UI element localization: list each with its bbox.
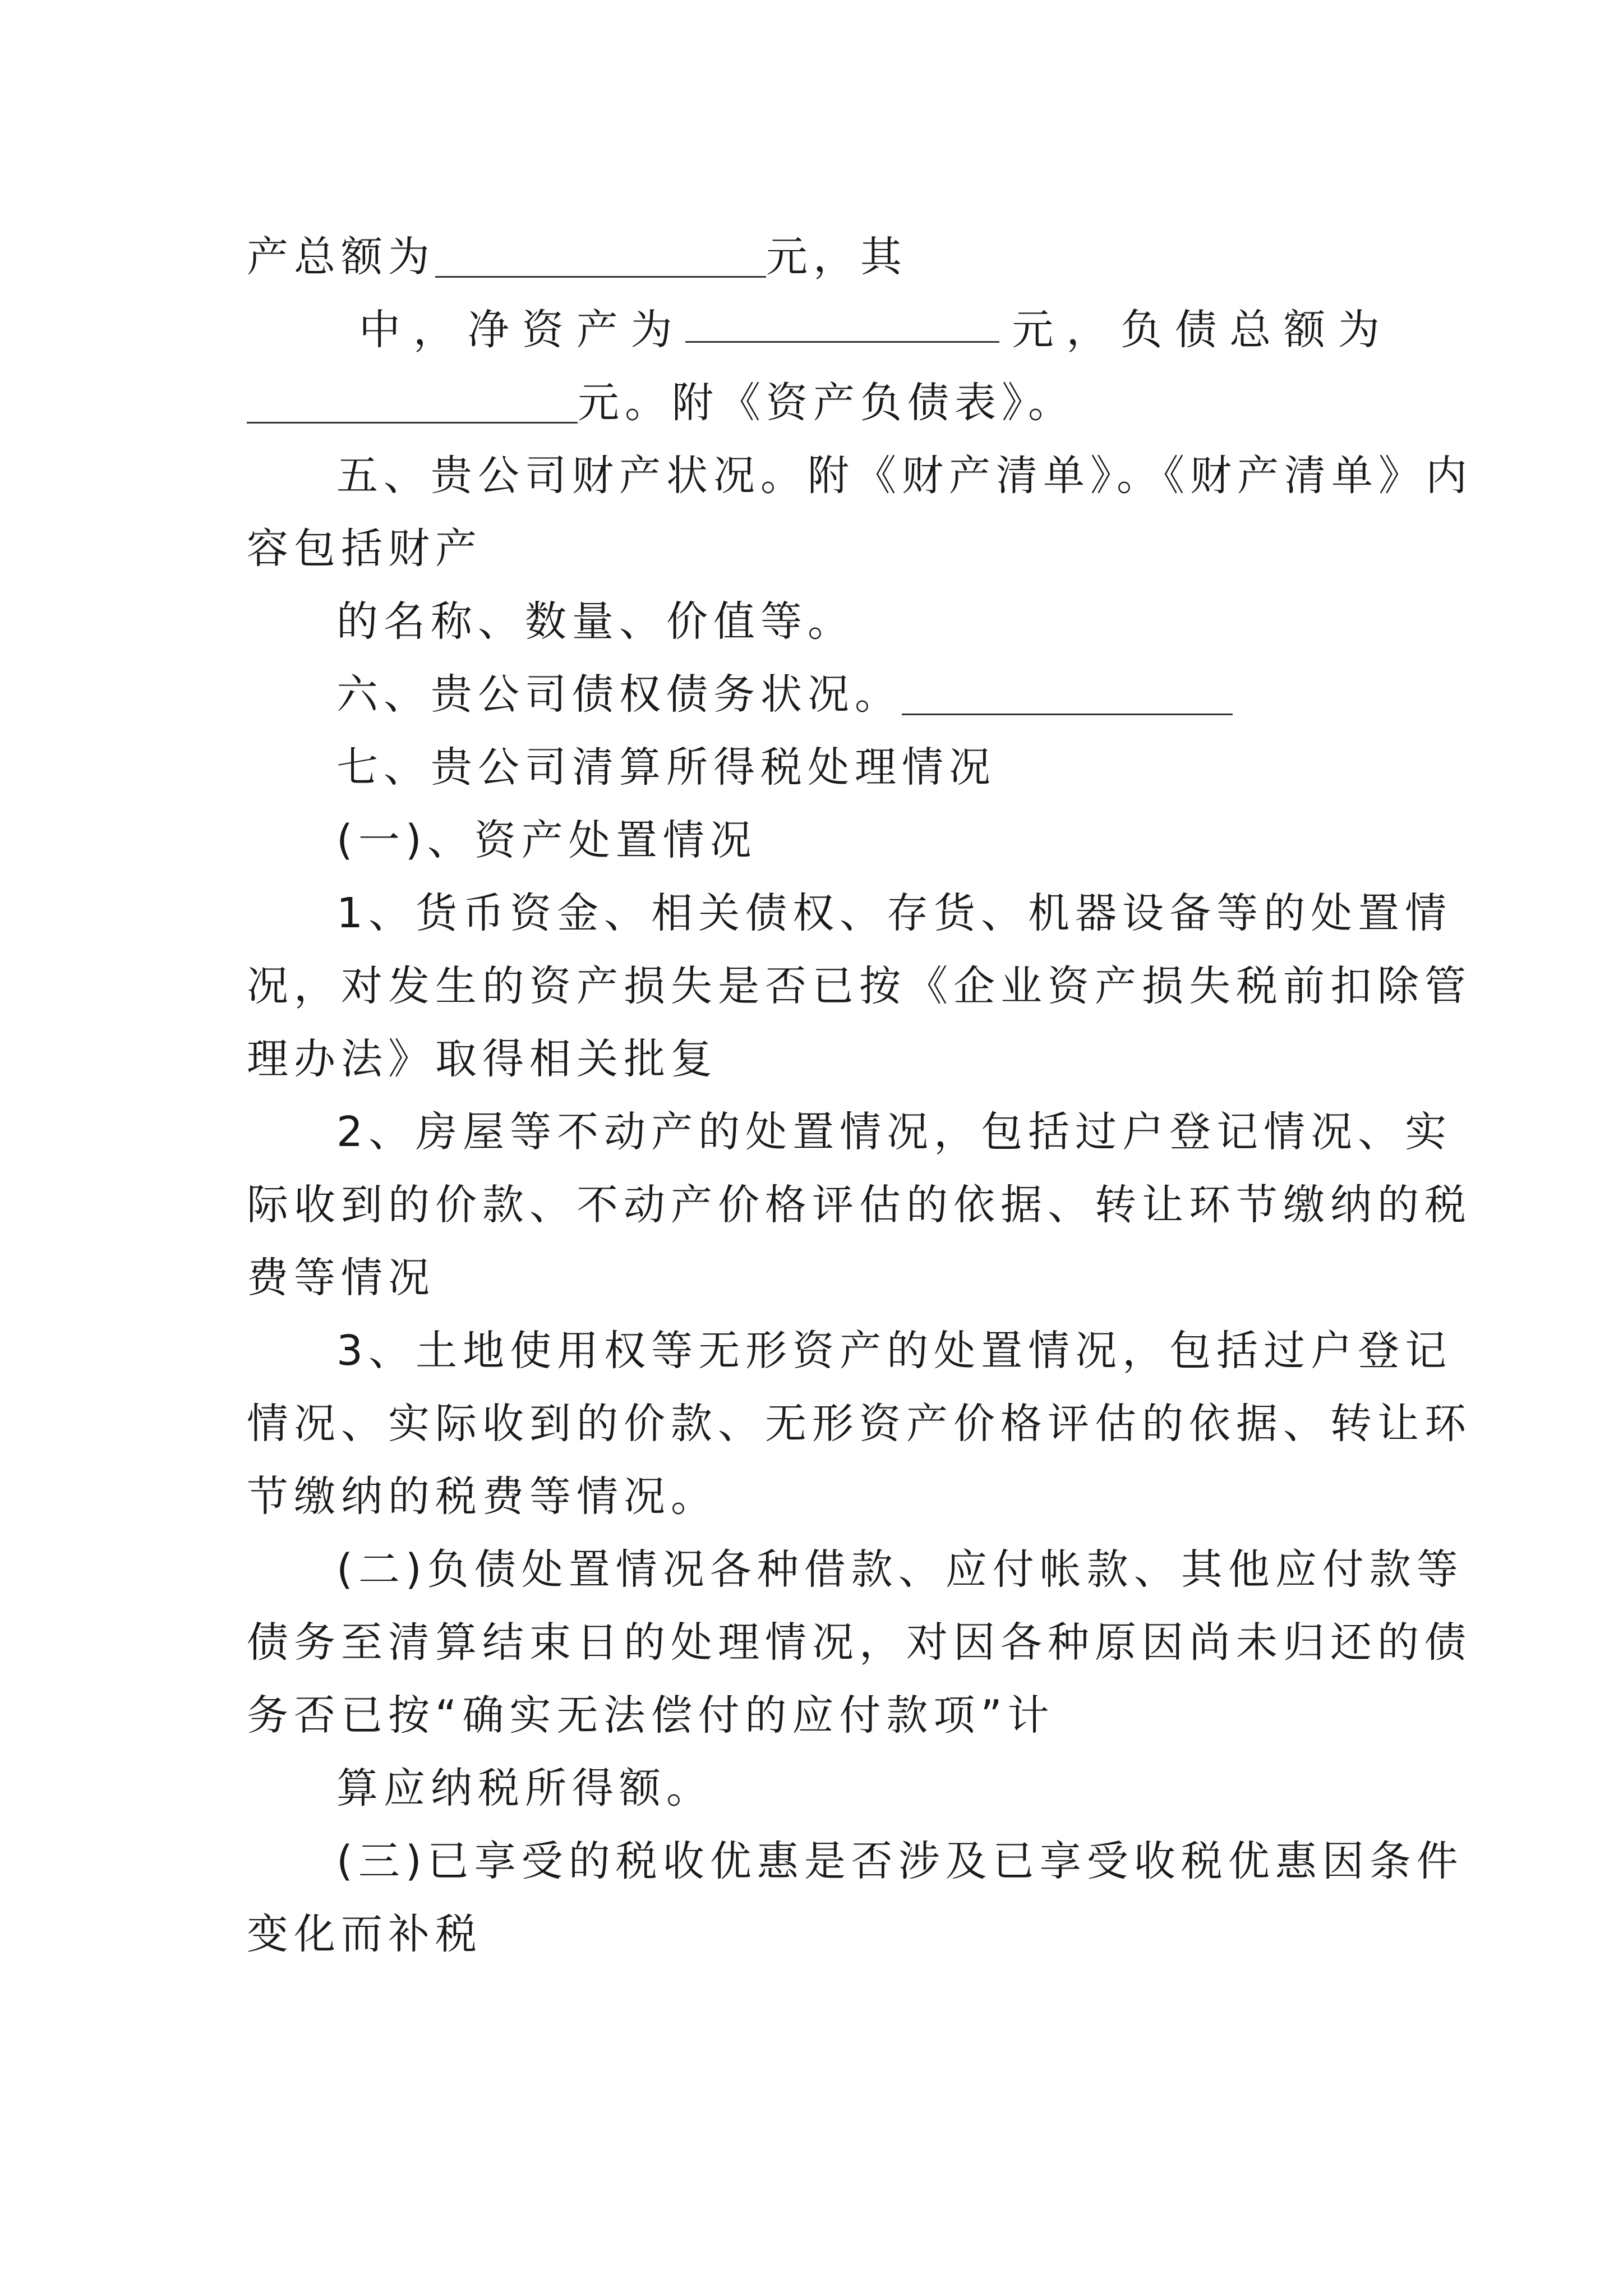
line-4: 五、贵公司财产状况。附《财产清单》。《财产清单》内: [336, 452, 1473, 500]
line-5: 容包括财产: [247, 524, 482, 573]
line-6: 的名称、数量、价值等。: [336, 597, 855, 646]
line-12: 理办法》取得相关批复: [247, 1035, 718, 1083]
line-24: 变化而补税: [247, 1910, 482, 1958]
line-8: 七、贵公司清算所得税处理情况: [336, 743, 996, 792]
line-9: (一)、资产处置情况: [336, 816, 757, 864]
blank-field[interactable]: [902, 674, 1233, 715]
line-2: 中 ， 净 资 产 为 元 ， 负 债 总 额 为: [359, 302, 1380, 358]
line-22: 算应纳税所得额。: [336, 1764, 713, 1812]
line-18: 节缴纳的税费等情况。: [247, 1473, 718, 1521]
line-17: 情况、实际收到的价款、无形资产价格评估的依据、转让环: [247, 1400, 1472, 1448]
line-13: 2、房屋等不动产的处置情况，包括过户登记情况、实: [336, 1108, 1453, 1156]
line-16: 3、土地使用权等无形资产的处置情况，包括过户登记: [336, 1327, 1453, 1375]
blank-field[interactable]: [247, 383, 578, 424]
line-11: 况，对发生的资产损失是否已按《企业资产损失税前扣除管: [247, 962, 1472, 1010]
line-23: (三)已享受的税收优惠是否涉及已享受收税优惠因条件: [336, 1837, 1464, 1885]
line-15: 费等情况: [247, 1254, 435, 1302]
line-3: 元。附《资产负债表》。: [247, 375, 1391, 431]
line-20: 债务至清算结束日的处理情况，对因各种原因尚未归还的债: [247, 1618, 1472, 1667]
blank-field[interactable]: [435, 237, 766, 278]
line-19: (二)负债处置情况各种借款、应付帐款、其他应付款等: [336, 1545, 1464, 1594]
line-21: 务否已按“确实无法偿付的应付款项”计: [247, 1691, 1055, 1740]
line-10: 1、货币资金、相关债权、存货、机器设备等的处置情: [336, 889, 1453, 937]
line-14: 际收到的价款、不动产价格评估的依据、转让环节缴纳的税: [247, 1181, 1472, 1229]
line-7: 六、贵公司债权债务状况。: [336, 666, 1481, 723]
blank-field[interactable]: [685, 302, 999, 343]
line-1: 产总额为 元，其: [247, 233, 907, 281]
